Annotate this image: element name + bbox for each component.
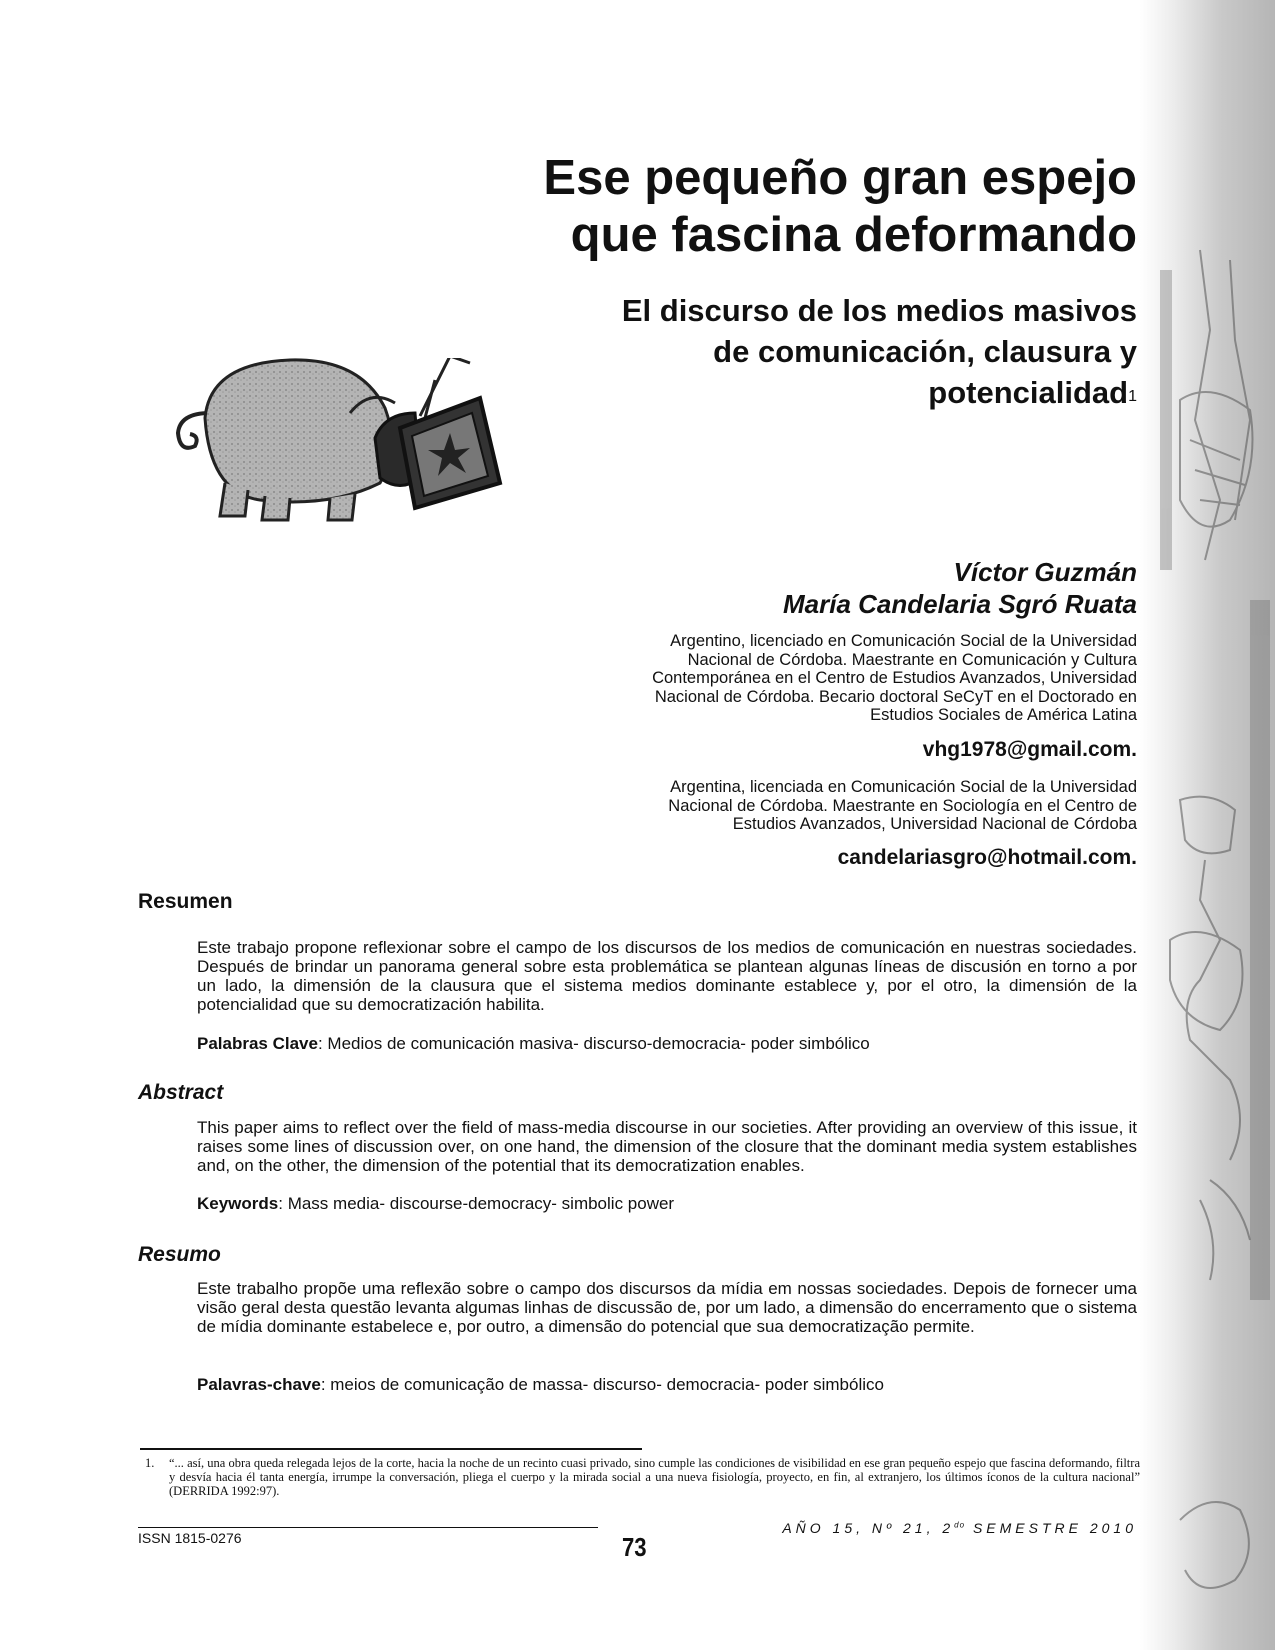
article-subtitle — [497, 290, 1137, 417]
issn-label: ISSN 1815-0276 — [138, 1530, 242, 1546]
bio-line: Estudios Avanzados, Universidad Nacional de Córdoba — [732, 815, 1137, 833]
resumen-keywords — [197, 1034, 1137, 1054]
page-number: 73 — [622, 1532, 647, 1562]
bio-line: Argentino, licenciado en Comunicación Social de la Universidad — [670, 632, 1137, 650]
resumo-text: Este trabalho propõe uma reflexão sobre o campo dos discursos da mídia em nossas sociedades. Depois de fornecer uma visão geral desta questão levanta algumas linhas de discussão de, por um lado, a dimensão do encerramento que o sistema de mídia dominante estabelece e, por outro, a dimensão do potencial que sua democratização permite. — [197, 1279, 1137, 1336]
footnote-divider — [140, 1448, 642, 1450]
author-name: Víctor Guzmán — [953, 557, 1137, 587]
resumen-heading: Resumen — [138, 890, 233, 913]
footer-divider — [138, 1527, 598, 1528]
title-line-1: Ese pequeño gran espejo — [543, 151, 1137, 205]
subtitle-line-1: El discurso de los medios masivos — [621, 293, 1137, 328]
keywords-text: : Mass media- discourse-democracy- simbolic power — [278, 1194, 675, 1213]
footnote-ref[interactable]: 1 — [1128, 388, 1137, 405]
subtitle-line-3: potencialidad — [928, 375, 1129, 410]
author-name: María Candelaria Sgró Ruata — [783, 589, 1137, 619]
bio-line: Nacional de Córdoba. Becario doctoral SeCyT en el Doctorado en — [654, 687, 1137, 706]
footnote-text: “... así, una obra queda relegada lejos de la corte, hacia la noche de un recinto cuasi privado, sino cumple las condiciones de visibilidad en ese gran pequeño espejo que fascina deformando, filtra y desvía hacia él tanta energía, irrumpe la conversación, pliega el cuerpo y la mirada social a una nueva fisiología, proyecto, en fin, al extranjero, los últimos íconos de la cultura nacional” (DERRIDA 1992:97). — [169, 1456, 1140, 1498]
decorative-ink-figures-icon — [1140, 0, 1275, 1650]
footnote — [145, 1456, 1140, 1498]
resumen-text: Este trabajo propone reflexionar sobre el campo de los discursos de los medios de comunicación en nuestras sociedades. Después de brindar un panorama general sobre esta problemática se plantean algunas líneas de discusión en torno a por un lado, la dimensión de la clausura que el sistema medios dominante establece y, por el otro, la dimensión de la potencialidad que su democratización habilita. — [197, 938, 1137, 1014]
title-line-2: que fascina deformando — [570, 208, 1137, 262]
author-bio — [577, 778, 1137, 834]
bio-line: Argentina, licenciada en Comunicación Social de la Universidad — [670, 778, 1137, 796]
abstract-text: This paper aims to reflect over the field of mass-media discourse in our societies. After providing an overview of this issue, it raises some lines of discussion over, on one hand, the dimension of the closure that the dominant media system establishes and, on the other, the dimension of the potential that its democratization enables. — [197, 1118, 1137, 1175]
keywords-label: Palavras-chave — [197, 1375, 321, 1394]
author-bio — [577, 632, 1137, 725]
footnote-number: 1. — [145, 1456, 155, 1470]
issue-prefix: AÑO 15, Nº 21, 2 — [782, 1520, 955, 1536]
author-email[interactable]: vhg1978@gmail.com. — [922, 738, 1137, 761]
resumo-heading: Resumo — [138, 1243, 221, 1266]
author-list — [537, 556, 1137, 620]
keywords-label: Keywords — [197, 1194, 279, 1213]
bio-line: Nacional de Córdoba. Maestrante en Comunicación y Cultura — [687, 650, 1137, 669]
issue-suffix: SEMESTRE 2010 — [965, 1520, 1137, 1536]
bio-line: Estudios Sociales de América Latina — [870, 706, 1137, 724]
abstract-heading: Abstract — [138, 1081, 224, 1104]
resumo-keywords — [197, 1375, 1137, 1395]
decorative-side-band — [1140, 0, 1275, 1650]
author-email[interactable]: candelariasgro@hotmail.com. — [837, 846, 1137, 869]
issue-ordinal: do — [954, 1520, 966, 1530]
pig-with-tv-head-icon — [170, 358, 510, 528]
bio-line: Nacional de Córdoba. Maestrante en Sociología en el Centro de — [668, 796, 1137, 815]
subtitle-line-2: de comunicación, clausura y — [713, 334, 1137, 369]
article-title — [437, 150, 1137, 264]
keywords-text: : meios de comunicação de massa- discurso- democracia- poder simbólico — [320, 1375, 884, 1394]
issue-info — [782, 1520, 1137, 1536]
bio-line: Contemporánea en el Centro de Estudios Avanzados, Universidad — [652, 669, 1137, 687]
keywords-text: : Medios de comunicación masiva- discurso-democracia- poder simbólico — [317, 1034, 870, 1053]
keywords-label: Palabras Clave — [197, 1034, 318, 1053]
abstract-keywords — [197, 1194, 1137, 1214]
